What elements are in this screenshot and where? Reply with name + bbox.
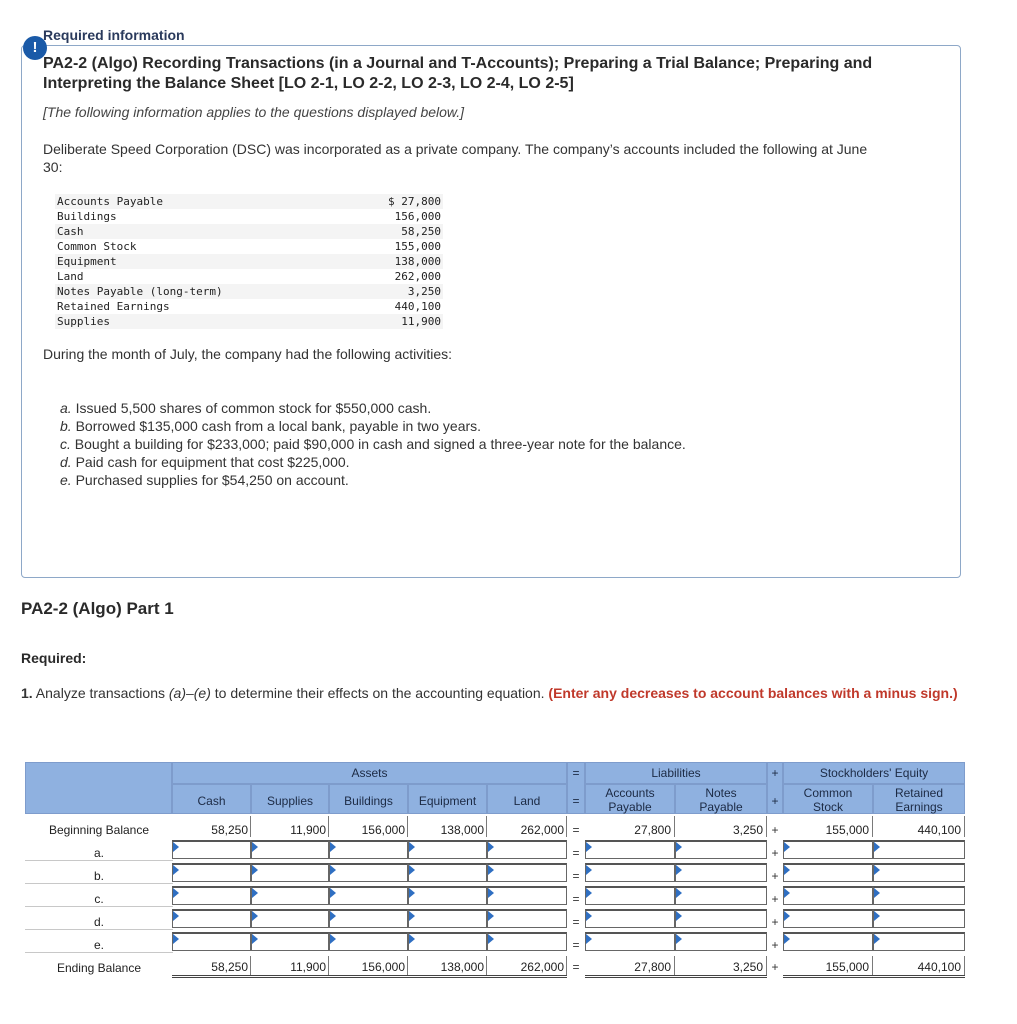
table-row: Retained Earnings 440,100	[57, 300, 441, 313]
plus-sign: +	[771, 869, 779, 883]
table-row: Accounts Payable $ 27,800	[57, 195, 441, 208]
input-b-notes-payable[interactable]	[675, 863, 767, 882]
equals-sign: =	[572, 794, 580, 808]
problem-title: PA2-2 (Algo) Recording Transactions (in a Journal and T-Accounts); Preparing a Trial Balance; Preparing and Interpreting the Balance Sheet [LO 2-1, LO 2-2, LO 2-3, LO 2-4, LO 2-5]	[43, 55, 873, 92]
input-a-retained-earnings[interactable]	[873, 840, 965, 859]
input-b-common-stock[interactable]	[783, 863, 873, 882]
plus-sign: +	[771, 794, 779, 808]
plus-sign: +	[771, 766, 779, 780]
plus-sign: +	[771, 823, 779, 837]
input-b-cash[interactable]	[172, 863, 251, 882]
input-b-land[interactable]	[487, 863, 567, 882]
row-label-d: d.	[93, 915, 104, 929]
list-item: c. Bought a building for $233,000; paid $90,000 in cash and signed a three-year note for the balance.	[60, 436, 686, 452]
column-header-equipment: Equipment	[418, 794, 477, 808]
input-d-retained-earnings[interactable]	[873, 909, 965, 928]
accounts-table	[55, 194, 443, 329]
beginning-accounts-payable: 27,800	[634, 823, 671, 837]
ending-land: 262,000	[520, 960, 564, 974]
input-e-accounts-payable[interactable]	[585, 932, 675, 951]
beginning-equipment: 138,000	[440, 823, 484, 837]
required-information-heading: Required information	[43, 27, 185, 43]
input-d-supplies[interactable]	[251, 909, 329, 928]
input-c-accounts-payable[interactable]	[585, 886, 675, 905]
equals-sign: =	[572, 846, 580, 860]
input-d-buildings[interactable]	[329, 909, 408, 928]
equals-sign: =	[572, 915, 580, 929]
ending-equipment: 138,000	[440, 960, 484, 974]
input-b-retained-earnings[interactable]	[873, 863, 965, 882]
input-a-equipment[interactable]	[408, 840, 487, 859]
table-row: Common Stock 155,000	[57, 240, 441, 253]
row-label-c: c.	[94, 892, 104, 906]
ending-cash: 58,250	[211, 960, 248, 974]
beginning-common-stock: 155,000	[825, 823, 869, 837]
input-c-land[interactable]	[487, 886, 567, 905]
input-e-cash[interactable]	[172, 932, 251, 951]
input-a-land[interactable]	[487, 840, 567, 859]
input-d-cash[interactable]	[172, 909, 251, 928]
table-row: Buildings 156,000	[57, 210, 441, 223]
accounting-equation-grid	[25, 762, 965, 978]
column-header-cash: Cash	[197, 794, 226, 808]
input-a-cash[interactable]	[172, 840, 251, 859]
input-c-supplies[interactable]	[251, 886, 329, 905]
column-header-land: Land	[513, 794, 541, 808]
row-label-beginning: Beginning Balance	[48, 823, 150, 837]
equals-sign: =	[572, 766, 580, 780]
input-d-land[interactable]	[487, 909, 567, 928]
input-c-retained-earnings[interactable]	[873, 886, 965, 905]
input-c-cash[interactable]	[172, 886, 251, 905]
ending-buildings: 156,000	[361, 960, 405, 974]
beginning-buildings: 156,000	[361, 823, 405, 837]
input-c-common-stock[interactable]	[783, 886, 873, 905]
question-instruction: 1. Analyze transactions (a)–(e) to determine their effects on the accounting equation. (Enter any decreases to account balances with a minus sign.)	[21, 685, 958, 701]
ending-retained-earnings: 440,100	[917, 960, 961, 974]
input-c-equipment[interactable]	[408, 886, 487, 905]
plus-sign: +	[771, 960, 779, 974]
row-label-ending: Ending Balance	[56, 961, 142, 975]
liabilities-heading: Liabilities	[651, 766, 701, 780]
input-b-equipment[interactable]	[408, 863, 487, 882]
plus-sign: +	[771, 846, 779, 860]
column-header-common-stock: Common Stock	[803, 786, 853, 814]
column-header-retained-earnings: Retained Earnings	[894, 786, 944, 814]
table-row: Notes Payable (long-term) 3,250	[57, 285, 441, 298]
column-header-buildings: Buildings	[344, 794, 393, 808]
equals-sign: =	[572, 869, 580, 883]
beginning-land: 262,000	[520, 823, 564, 837]
plus-sign: +	[771, 938, 779, 952]
table-row: Land 262,000	[57, 270, 441, 283]
ending-notes-payable: 3,250	[732, 960, 763, 974]
input-b-supplies[interactable]	[251, 863, 329, 882]
info-note: [The following information applies to the questions displayed below.]	[43, 104, 465, 120]
required-label: Required:	[21, 650, 87, 666]
input-a-buildings[interactable]	[329, 840, 408, 859]
input-c-notes-payable[interactable]	[675, 886, 767, 905]
input-d-equipment[interactable]	[408, 909, 487, 928]
equals-sign: =	[572, 938, 580, 952]
input-a-supplies[interactable]	[251, 840, 329, 859]
input-d-notes-payable[interactable]	[675, 909, 767, 928]
table-row: Cash 58,250	[57, 225, 441, 238]
row-label-e: e.	[93, 938, 104, 952]
list-item: a. Issued 5,500 shares of common stock for $550,000 cash.	[60, 400, 432, 416]
alert-icon: !	[23, 36, 47, 60]
column-header-notes-payable: Notes Payable	[699, 786, 743, 814]
during-paragraph: During the month of July, the company had the following activities:	[43, 346, 453, 362]
plus-sign: +	[771, 915, 779, 929]
beginning-supplies: 11,900	[290, 823, 326, 837]
intro-paragraph: Deliberate Speed Corporation (DSC) was incorporated as a private company. The company’s accounts included the following at June 30:	[43, 141, 868, 175]
input-d-common-stock[interactable]	[783, 909, 873, 928]
input-d-accounts-payable[interactable]	[585, 909, 675, 928]
input-b-accounts-payable[interactable]	[585, 863, 675, 882]
input-a-common-stock[interactable]	[783, 840, 873, 859]
plus-sign: +	[771, 892, 779, 906]
list-item: d. Paid cash for equipment that cost $225,000.	[60, 454, 350, 470]
input-c-buildings[interactable]	[329, 886, 408, 905]
input-b-buildings[interactable]	[329, 863, 408, 882]
ending-accounts-payable: 27,800	[634, 960, 671, 974]
input-a-accounts-payable[interactable]	[585, 840, 675, 859]
input-e-buildings[interactable]	[329, 932, 408, 951]
beginning-retained-earnings: 440,100	[917, 823, 961, 837]
input-e-notes-payable[interactable]	[675, 932, 767, 951]
input-e-retained-earnings[interactable]	[873, 932, 965, 951]
header-blank-cell	[25, 762, 172, 814]
part-title: PA2-2 (Algo) Part 1	[21, 599, 174, 618]
input-e-land[interactable]	[487, 932, 567, 951]
input-e-equipment[interactable]	[408, 932, 487, 951]
equity-heading: Stockholders' Equity	[819, 766, 929, 780]
row-label-b: b.	[93, 869, 104, 883]
equals-sign: =	[572, 960, 580, 974]
equals-sign: =	[572, 892, 580, 906]
beginning-notes-payable: 3,250	[732, 823, 763, 837]
table-row: Equipment 138,000	[57, 255, 441, 268]
input-e-supplies[interactable]	[251, 932, 329, 951]
column-header-accounts-payable: Accounts Payable	[605, 786, 655, 814]
table-row: Supplies 11,900	[57, 315, 441, 328]
list-item: b. Borrowed $135,000 cash from a local bank, payable in two years.	[60, 418, 482, 434]
ending-common-stock: 155,000	[825, 960, 869, 974]
assets-heading: Assets	[351, 766, 388, 780]
equals-sign: =	[572, 823, 580, 837]
ending-supplies: 11,900	[290, 960, 326, 974]
beginning-cash: 58,250	[211, 823, 248, 837]
input-e-common-stock[interactable]	[783, 932, 873, 951]
input-a-notes-payable[interactable]	[675, 840, 767, 859]
row-label-a: a.	[93, 846, 104, 860]
list-item: e. Purchased supplies for $54,250 on account.	[60, 472, 349, 488]
activities-list	[60, 399, 686, 489]
column-header-supplies: Supplies	[266, 794, 314, 808]
